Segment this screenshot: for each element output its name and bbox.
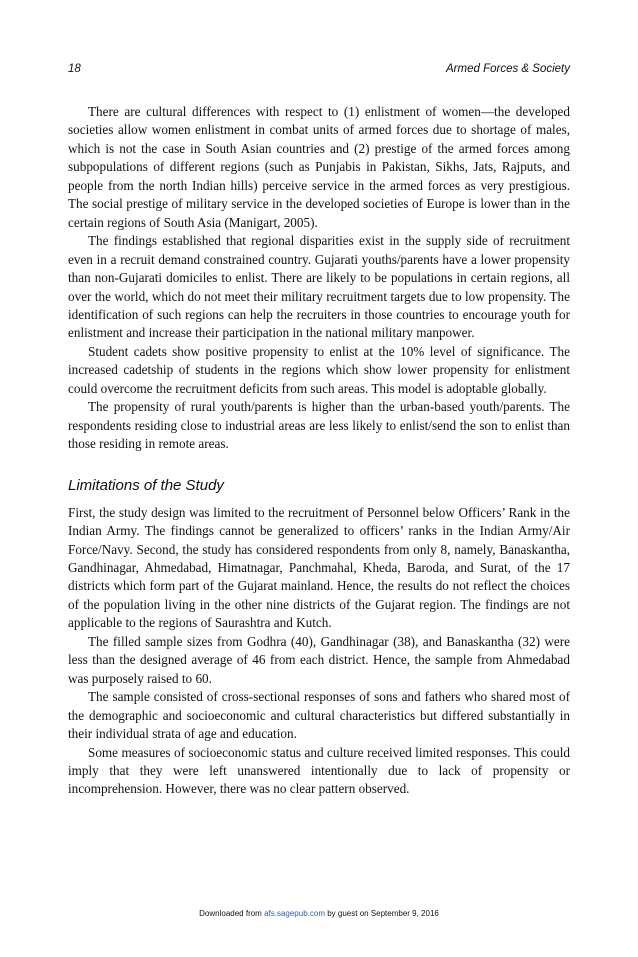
running-header — [68, 63, 570, 79]
section-heading: Limitations of the Study — [68, 476, 224, 494]
page-number: 18 — [68, 63, 81, 75]
paragraph: The findings established that regional disparities exist in the supply side of recruitment even in a recruit demand constrained country. Gujarati youths/parents have a lower propensity than non-Gujarati domiciles to enlist. There are likely to be populations in certain regions, all over the world, which do not meet their military recruitment targets due to low propensity. The identification of such regions can help the recruiters in those countries to encourage youth for enlistment and increase their participation in the national military manpower. — [68, 233, 570, 341]
paragraph: First, the study design was limited to the recruitment of Personnel below Officers’ Rank in the Indian Army. The findings cannot be generalized to officers’ ranks in the Indian Army/Air Force/Navy. Second, the study has considered respondents from only 8, namely, Banaskantha, Gandhinagar, Ahmedabad, Himatnagar, Panchmahal, Kheda, Baroda, and Surat, of the 17 districts which form part of the Gujarat mainland. Hence, the results do not reflect the choices of the population living in the other nine districts of the Gujarat region. The findings are not applicable to the regions of Saurashtra and Kutch. — [68, 504, 570, 631]
paragraph: Student cadets show positive propensity to enlist at the 10% level of significance. The increased cadetship of students in the regions which show lower propensity for enlistment could overcome the recruitment deficits from such areas. This model is adoptable globally. — [68, 343, 570, 396]
paragraph: The propensity of rural youth/parents is higher than the urban-based youth/parents. The respondents residing close to industrial areas are less likely to enlist/send the son to enlist than those residing in remote areas. — [68, 399, 570, 452]
footer-prefix: Downloaded from — [199, 909, 265, 918]
paragraph: There are cultural differences with respect to (1) enlistment of women—the developed societies allow women enlistment in combat units of armed forces due to shortage of males, which is not the case in South Asian countries and (2) prestige of the armed forces among subpopulations of different regions (such as Punjabis in Pakistan, Sikhs, Jats, Rajputs, and people from the north Indian hills) perceive service in the armed forces as very prestigious. The social prestige of military service in the developed societies of Europe is lower than in the certain regions of South Asia (Manigart, 2005). — [68, 104, 570, 230]
paragraph: The filled sample sizes from Godhra (40), Gandhinagar (38), and Banaskantha (32) were less than the designed average of 46 from each district. Hence, the sample from Ahmedabad was purposely raised to 60. — [68, 633, 570, 686]
footer-suffix: by guest on September 9, 2016 — [325, 909, 439, 918]
paragraph: The sample consisted of cross-sectional responses of sons and fathers who shared most of the demographic and socioeconomic and cultural characteristics but differed substantially in their individual strata of age and education. — [68, 689, 570, 742]
download-footer — [0, 909, 638, 918]
footer-link[interactable]: afs.sagepub.com — [264, 909, 325, 918]
paragraph: Some measures of socioeconomic status and culture received limited responses. This could imply that they were left unanswered intentionally due to lack of propensity or incomprehension. However, there was no clear pattern observed. — [68, 744, 570, 797]
article-body — [68, 103, 570, 799]
journal-title: Armed Forces & Society — [446, 63, 570, 75]
